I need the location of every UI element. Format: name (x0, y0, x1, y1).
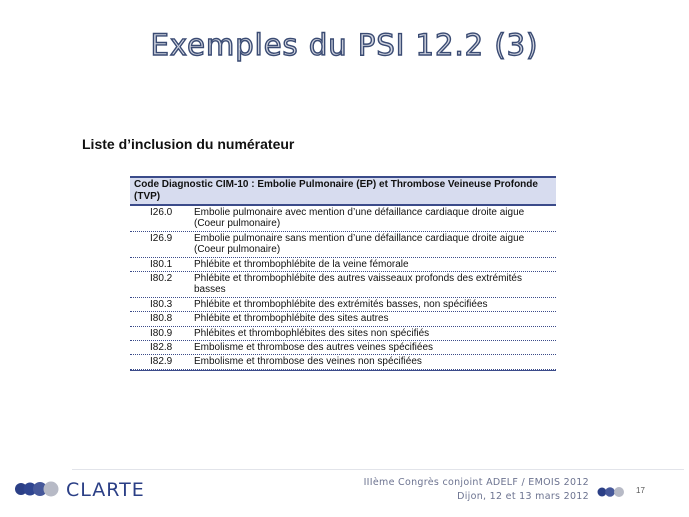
icd10-code: I26.0 (150, 207, 173, 218)
icd10-code: I80.1 (150, 258, 173, 270)
icd10-code: I80.2 (150, 273, 173, 285)
footer-divider (72, 469, 684, 470)
diagnosis-label: Embolisme et thrombose des autres veines spécifiées (194, 342, 434, 354)
table-row (130, 327, 556, 341)
diagnosis-label: Phlébite et thrombophlébite de la veine fémorale (194, 258, 409, 270)
page-number: 17 (636, 486, 645, 495)
icd10-code: I82.8 (150, 342, 173, 354)
icd10-code: I80.8 (150, 313, 173, 325)
icd10-code: I26.9 (150, 232, 173, 244)
diagnosis-label: Embolie pulmonaire avec mention d’une défaillance cardiaque droite aigue (Coeur pulmonaire) (194, 207, 525, 230)
logo-wordmark: CLARTE (66, 479, 145, 501)
diagnosis-label: Embolisme et thrombose des veines non spécifiées (194, 356, 422, 368)
clarte-logo (14, 477, 184, 501)
footer-line-1: IIIème Congrès conjoint ADELF / EMOIS 2012 (363, 477, 589, 488)
table-row (130, 312, 556, 326)
slide-title: Exemples du PSI 12.2 (3) (150, 28, 539, 62)
icd10-code-table (130, 176, 556, 371)
table-row (130, 258, 556, 272)
table-header: Code Diagnostic CIM-10 : Embolie Pulmonaire (EP) et Thrombose Veineuse Profonde (TVP) (130, 176, 556, 206)
diagnosis-label: Phlébites et thrombophlébites des sites non spécifiés (194, 327, 430, 339)
diagnosis-label: Phlébite et thrombophlébite des sites autres (194, 313, 389, 325)
diagnosis-label: Phlébite et thrombophlébite des autres vaisseaux profonds des extrémités basses (194, 273, 522, 296)
footer-dots-logo (597, 486, 633, 498)
icd10-code: I80.3 (150, 298, 173, 310)
table-row (130, 298, 556, 312)
footer-conference-info (364, 476, 589, 504)
icd10-code: I82.9 (150, 356, 173, 368)
footer-line-2: Dijon, 12 et 13 mars 2012 (457, 491, 589, 502)
icd10-code: I80.9 (150, 327, 173, 339)
table-row (130, 206, 556, 232)
table-row (130, 355, 556, 369)
table-row (130, 232, 556, 258)
table-row (130, 272, 556, 298)
table-row (130, 341, 556, 355)
diagnosis-label: Phlébite et thrombophlébite des extrémités basses, non spécifiées (194, 298, 488, 310)
diagnosis-label: Embolie pulmonaire sans mention d’une défaillance cardiaque droite aigue (Coeur pulmonaire) (194, 232, 525, 256)
inclusion-list-heading: Liste d’inclusion du numérateur (82, 136, 295, 152)
